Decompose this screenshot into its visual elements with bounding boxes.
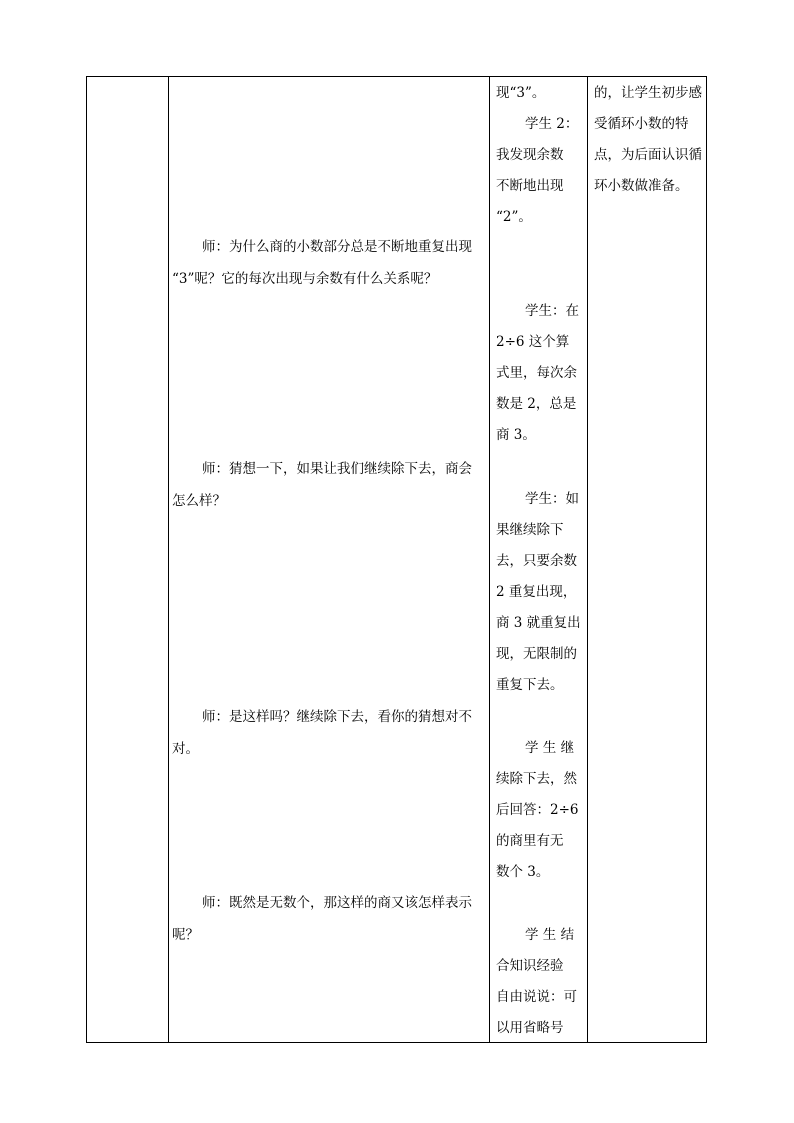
student-line: 数个 3。 <box>496 864 550 880</box>
teacher-line: “3”呢？它的每次出现与余数有什么关系呢？ <box>172 271 438 287</box>
teacher-line: 师：既然是无数个，那这样的商又该怎样表示 <box>202 895 472 911</box>
teacher-line: 呢？ <box>172 927 199 943</box>
student-line: 续除下去，然 <box>496 771 577 787</box>
column-divider <box>587 76 588 1043</box>
student-line: 2 重复出现， <box>496 584 577 600</box>
student-line: 合知识经验 <box>496 958 564 974</box>
student-line: 不断地出现 <box>496 178 564 194</box>
student-line: 学生：在 <box>525 303 579 319</box>
teacher-line: 师：是这样吗？继续除下去，看你的猜想对不 <box>202 709 472 725</box>
student-line: 2÷6 这个算 <box>496 334 570 350</box>
student-line: 现“3”。 <box>496 85 546 101</box>
student-line: 重复下去。 <box>496 677 564 693</box>
student-line: 现，无限制的 <box>496 646 577 662</box>
student-line: “2”。 <box>496 209 532 225</box>
teacher-line: 对。 <box>172 741 199 757</box>
intent-line: 环小数做准备。 <box>594 178 689 194</box>
column-divider <box>489 76 490 1043</box>
intent-line: 受循环小数的特 <box>594 116 689 132</box>
student-line: 学生：如 <box>525 491 579 507</box>
student-line: 我发现余数 <box>496 147 564 163</box>
student-line: 自由说说：可 <box>496 989 577 1005</box>
teacher-line: 师：为什么商的小数部分总是不断地重复出现 <box>202 239 472 255</box>
student-line: 式里，每次余 <box>496 365 577 381</box>
student-line: 学生 2： <box>525 116 579 132</box>
teacher-line: 师：猜想一下，如果让我们继续除下去，商会 <box>202 461 472 477</box>
student-line: 学 生 结 <box>525 927 575 943</box>
teacher-line: 怎么样？ <box>172 493 226 509</box>
student-line: 果继续除下 <box>496 522 564 538</box>
student-line: 后回答：2÷6 <box>496 802 579 818</box>
student-line: 商 3 就重复出 <box>496 615 581 631</box>
student-line: 学 生 继 <box>525 740 575 756</box>
student-line: 去，只要余数 <box>496 553 577 569</box>
column-divider <box>168 76 169 1043</box>
intent-line: 的，让学生初步感 <box>594 85 702 101</box>
student-line: 数是 2，总是 <box>496 396 577 412</box>
student-line: 的商里有无 <box>496 833 564 849</box>
student-line: 商 3。 <box>496 427 536 443</box>
student-line: 以用省略号 <box>496 1020 564 1036</box>
intent-line: 点，为后面认识循 <box>594 147 702 163</box>
